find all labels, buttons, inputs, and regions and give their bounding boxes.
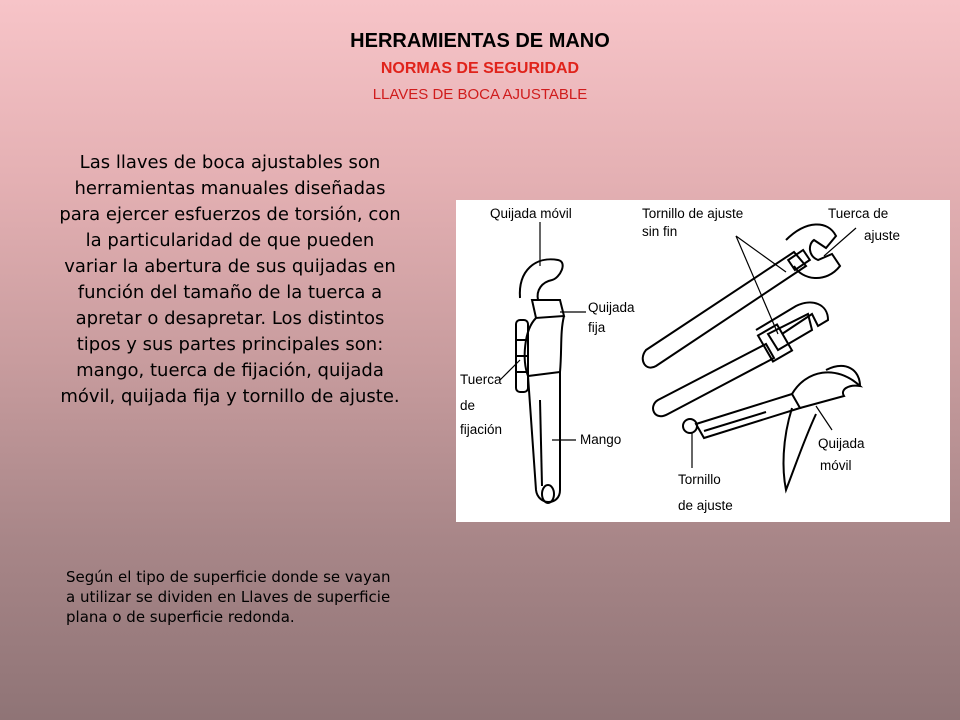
label-quijada-movil-2-1: Quijada [818, 436, 865, 451]
adjustable-wrench-illustration [643, 224, 840, 367]
page-subtitle: NORMAS DE SEGURIDAD [380, 60, 580, 77]
label-mango: Mango [580, 432, 622, 447]
description-paragraph: Las llaves de boca ajustables son herramientas manuales diseñadas para ejercer esfuerzos de torsión, con la particularidad de que pueden variar la abertura de sus quijadas en función del tamaño de la tuerca a apretar o desapretar. Los distintos tipos y sus partes principales son: mango, tuerca de fijación, quijada móvil, quijada fija y tornillo de ajuste. [59, 152, 401, 407]
pipe-wrench-2-illustration [653, 302, 828, 416]
label-quijada-movil-2-2: móvil [820, 458, 852, 473]
label-quijada-movil: Quijada móvil [490, 206, 572, 221]
pipe-wrench-illustration [516, 259, 564, 503]
label-tornillo-2-1: Tornillo [678, 472, 721, 487]
label-tornillo-ajuste-1: Tornillo de ajuste [642, 206, 744, 221]
label-tuerca-fijacion-3: fijación [460, 422, 503, 437]
page-title: HERRAMIENTAS DE MANO [350, 30, 610, 52]
label-tornillo-2-2: de ajuste [678, 498, 733, 513]
label-tuerca-ajuste-2: ajuste [864, 228, 901, 243]
label-tuerca-fijacion-2: de [460, 398, 476, 413]
label-quijada-fija-2: fija [588, 320, 606, 335]
label-tuerca-fijacion-1: Tuerca [460, 372, 502, 387]
wrench-diagram [456, 200, 950, 522]
label-quijada-fija-1: Quijada [588, 300, 635, 315]
section-title: LLAVES DE BOCA AJUSTABLE [372, 86, 588, 103]
label-tornillo-ajuste-2: sin fin [642, 224, 678, 239]
label-tuerca-ajuste-1: Tuerca de [828, 206, 889, 221]
classification-paragraph: Según el tipo de superficie donde se vayan a utilizar se dividen en Llaves de superficie plana o de superficie redonda. [66, 568, 391, 626]
